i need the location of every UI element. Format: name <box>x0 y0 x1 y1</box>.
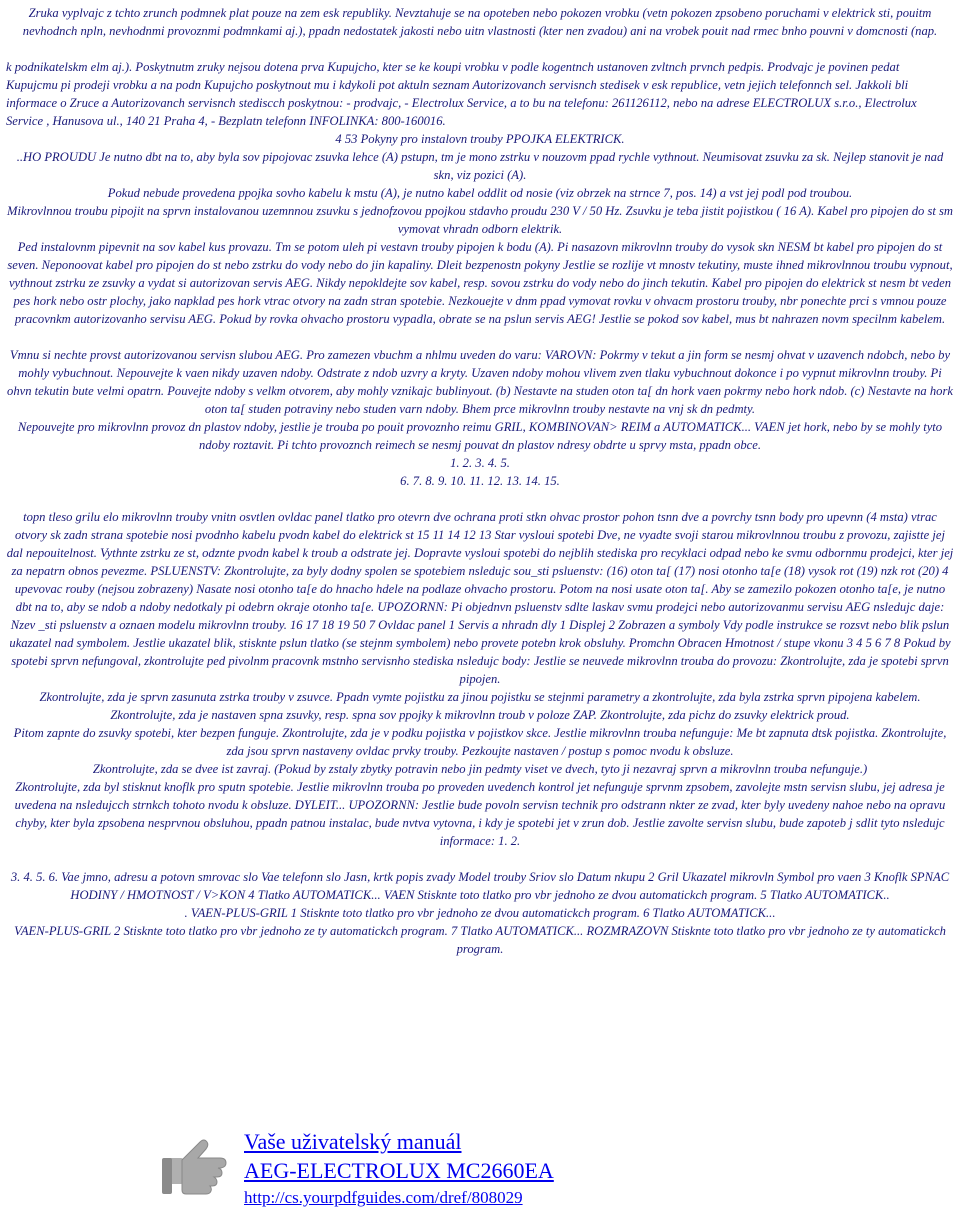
paragraph-safety-instructions: Ped instalovnm pipevnit na sov kabel kus provazu. Tm se potom uleh pi vestavn trouby pipojen k bodu (A). Pi nasazovn mikrovlnn trouby do vysok skn NESM bt kabel pro pipojen do st seven. Neponoovat kabel pro pipojen do st nebo zstrku do vody nebo do jin kapaliny. Dleit bezpenostn pokyny Jestlie se rozlije vt mnostv tekutiny, muste ihned mikrovlnnou troubu vypnout, vythnout zstrku ze zsuvky a vydat si autorizovan servis AEG. Nikdy nepokldejte sov kabel, resp. sovou zstrku do vody nebo do jinch tekutin. Kabel pro pipojen do elektrick st nesm bt veden pes hork nebo ostr plochy, jako napklad pes hork vtrac otvory na zadn stran spotebie. Nezkouejte v dnm ppad vymovat rovku v ohvacm prostoru trouby, nbr ponechte prci s vmnou pouze pracovnkm autorizovanho servisu AEG. Pokud by rovka ohvacho prostoru vypadla, obrate se na pslun servis AEG! Jestlie se pokod sov kabel, mus bt nahrazen novm specilnm kabelem. <box>7 240 953 326</box>
paragraph-check-plug: Zkontrolujte, zda je sprvn zasunuta zstrka trouby v zsuvce. Ppadn vymte pojistku za jinou pojistku se stejnmi parametry a zkontrolujte, zda byla zstrka sprvn pipojena kabelem. Zkontrolujte, zda je nastaven spna zsuvky, resp. spna sov ppojky k mikrovlnn troub v poloze ZAP. Zkontrolujte, zda pichz do zsuvky elektrick proud. <box>39 690 921 722</box>
paragraph-check-fuse: Pitom zapnte do zsuvky spotebi, kter bezpen funguje. Zkontrolujte, zda je v podku pojistka v pojistkov skce. Jestlie mikrovlnn trouba nefunguje: Me bt zapnuta dtsk pojistka. Zkontrolujte, zda jsou sprvn nastaveny ovldac prvky trouby. Pezkoujte nastaven / postup s pomoc nvodu k obsluze. <box>13 726 947 758</box>
paragraph-auto-program-6: . VAEN-PLUS-GRIL 1 Stisknte toto tlatko pro vbr jednoho ze dvou automatickch program. 6 Tlatko AUTOMATICK... <box>184 906 776 920</box>
paragraph-warranty-rights: k podnikatelskm elm aj.). Poskytnutm zruky nejsou dotena prva Kupujcho, kter se ke koupi vrobku v podle kogentnch ustanoven zvltnch prvnch pedpis. Prodvajc je povinen pedat Kupujcmu pi prodeji vrobku a na podn Kupujcho poskytnout mu i kdykoli pot aktuln seznam Autorizovanch servisnch stedisek v esk republice, vetn jejich telefonnch sel. Jakkoli bli informace o Zruce a Autorizovanch servisnch stediscch poskytnou: - prodvajc, - Electrolux Service, a to bu na telefonu: 261126112, nebo na adrese ELECTROLUX s.r.o., Electrolux Service , Hanusova ul., 140 21 Praha 4, - Bezplatn telefonn INFOLINKA: 800-160016. <box>6 60 917 128</box>
paragraph-check-door: Zkontrolujte, zda se dvee ist zavraj. (Pokud by zstaly zbytky potravin nebo jin pedmty viset ve dvech, tyto ji nezavraj sprvn a mikrovlnn trouba nefunguje.) <box>92 762 868 776</box>
paragraph-warranty-scope: Zruka vyplvajc z tchto zrunch podmnek plat pouze na zem esk republiky. Nevztahuje se na opoteben nebo pokozen vrobku (vetn pokozen zpsobeno poruchami v elektrick sti, pouitm nevhodnch npln, nevhodnmi provoznmi podmnkami aj.), ppadn nedostatek jakosti nebo uitn vlastnosti (kter nen zvadou) ani na vrobek pouit nad rmec bnho pouvni v domcnosti (nap. <box>22 6 938 38</box>
paragraph-numbers-1: 1. 2. 3. 4. 5. <box>450 456 510 470</box>
manual-footer <box>160 1128 780 1216</box>
paragraph-service-info: 3. 4. 5. 6. Vae jmno, adresu a potovn smrovac slo Vae telefonn slo Jasn, krtk popis zvady Model trouby Sriov slo Datum nkupu 2 Gril Ukazatel mikrovln Symbol pro vaen 3 Knoflk SPNAC HODINY / HMOTNOST / V>KON 4 Tlatko AUTOMATICK... VAEN Stisknte toto tlatko pro vbr jednoho ze dvou automatickch program. 5 Tlatko AUTOMATICK.. <box>10 870 950 902</box>
footer-links <box>244 1128 554 1210</box>
url-link[interactable]: http://cs.yourpdfguides.com/dref/808029 <box>244 1188 523 1207</box>
paragraph-parts-list: topn tleso grilu elo mikrovlnn trouby vnitn osvtlen ovldac panel tlatko pro otevrn dve ochrana proti stkn ohvac prostor pohon tsnn dve a povrchy tsnn body pro upevnn (4 msta) vtrac otvory sk zadn strana spotebie nosi pvodnho kabelu pvodn kabel do elektrick st 15 11 14 12 13 Star vysloui spotebi Dve, ne vyadte svoji starou mikrovlnnou troubu z provozu, zajistte jej dal nepouitelnost. Vythnte zstrku ze st, odznte pvodn kabel k troub a odstrate jej. Dopravte vysloui spotebi do nejblih stediska pro recyklaci odpad nebo ke svmu odbornmu prodejci, kter jej za nepatrn obnos pevezme. PSLUENSTV: Zkontrolujte, za byly dodny spolen se spotebiem nsledujc sou_sti psluenstv: (16) oton ta[ (17) nosi otonho ta[e (18) vysok rot (19) nzk rot (20) 4 upevovac rouby (nejsou zobrazeny) Nasate nosi otonho ta[e do hnacho hdele na podlaze ohvacho prostoru. Potom na nosi usate oton ta[. Aby se zamezilo pokozen otonho ta[e, je nutno dbt na to, aby se ndob a ndoby nedotkaly pi odebrn okraje otonho ta[e. UPOZORNN: Pi objednvn psluenstv sdlte laskav svmu prodejci nebo autorizovanmu servisu AEG nsledujc daje: Nzev _sti psluenstv a oznaen modelu mikrovlnn trouby. 16 17 18 19 50 7 Ovldac panel 1 Servis a nhradn dly 1 Displej 2 Zobrazen a symboly Vdy podle instrukce se rozsvt nebo blik pslun ukazatel nad symbolem. Jestlie ukazatel blik, stisknte pslun tlatko (se stejnm symbolem) nebo provete potebn krok obsluhy. Promchn Obracen Hmotnost / stupe vkonu 3 4 5 6 7 8 Pokud by spotebi sprvn nefungoval, zkontrolujte ped pivolnm pracovnk mstnho servisnho stediska nsledujc body: Jestlie se neuvede mikrovlnn trouba do provozu: Zkontrolujte, zda je spotebi sprvn pipojen. <box>6 510 954 686</box>
paragraph-install-heading: 4 53 Pokyny pro instalovn trouby PPOJKA ELEKTRICK. <box>335 132 625 146</box>
manual-link[interactable]: Vaše uživatelský manuál <box>244 1129 462 1154</box>
model-link[interactable]: AEG-ELECTROLUX MC2660EA <box>244 1158 554 1183</box>
paragraph-service-call: Zkontrolujte, zda byl stisknut knoflk pro sputn spotebie. Jestlie mikrovlnn trouba po proveden uvedench kontrol jet nefunguje sprvnm zpsobem, zavolejte mstn servisn slubu, jej adresa je uvedena na nsledujcch strnkch tohoto nvodu k obsluze. DYLEIT... UPOZORNN: Jestlie bude povoln servisn technik pro odstrann nkter ze zvad, kter byly uvedeny nahoe nebo na opravu chyby, kter byla zpsobena nesprvnou obsluhou, ppadn patnou instalac, bude nvtva vytovna, i kdy je spotebi jet v zrun dob. Jestlie zavolte servisn slubu, bude zapoteb j sdlit tyto nsledujc informace: 1. 2. <box>14 780 946 848</box>
paragraph-auto-program-7: VAEN-PLUS-GRIL 2 Stisknte toto tlatko pro vbr jednoho ze ty automatickch program. 7 Tlatko AUTOMATICK... ROZMRAZOVN Stisknte toto tlatko pro vbr jednoho ze ty automatickch program. <box>14 924 946 956</box>
hand-pointer-icon <box>160 1132 230 1196</box>
paragraph-numbers-2: 6. 7. 8. 9. 10. 11. 12. 13. 14. 15. <box>400 474 560 488</box>
paragraph-socket-access: ..HO PROUDU Je nutno dbt na to, aby byla sov pipojovac zsuvka lehce (A) pstupn, tm je mono zstrku v nouzovm ppad rychle vythnout. Neumisovat zsuvku za sk. Nejlep stanovit je nad skn, viz pozici (A). <box>16 150 944 182</box>
document-body <box>6 4 954 958</box>
paragraph-explosion-warning: Vmnu si nechte provst autorizovanou servisn slubou AEG. Pro zamezen vbuchm a nhlmu uveden do varu: VAROVN: Pokrmy v tekut a jin form se nesmj ohvat v uzavench ndobch, nebo by mohly vybuchnout. Nepouvejte k vaen nikdy uzaven ndoby. Odstrate z ndob uzvry a kryty. Uzaven ndoby mohou vlivem zven tlaku vybuchnout dokonce i po vypnut mikrovlnn trouby. Pi ohvn tekutin bute velmi opatrn. Pouvejte ndoby s velkm otvorem, aby mohly vznikajc bublinyout. (b) Nestavte na studen oton ta[ dn hork vaen pokrmy nebo hork ndob. (c) Nestavte na hork oton ta[ studen potraviny nebo studen varn ndoby. Bhem prce mikrovlnn trouby nestavte na vnj sk dn pedmty. <box>7 348 953 416</box>
paragraph-plastic-dishes: Nepouvejte pro mikrovlnn provoz dn plastov ndoby, jestlie je trouba po pouit provoznho reimu GRIL, KOMBINOVAN> REIM a AUTOMATICK... VAEN jet hork, nebo by se mohly tyto ndoby roztavit. Pi tchto provoznch reimech se nesmj pouvat dn plastov ndresy obdrte u sprvy msta, ppadn obce. <box>17 420 943 452</box>
paragraph-cable-routing: Pokud nebude provedena ppojka sovho kabelu k mstu (A), je nutno kabel oddlit od nosie (viz obrzek na strnce 7, pos. 14) a vst jej podl pod troubou. <box>107 186 853 200</box>
paragraph-grounded-socket: Mikrovlnnou troubu pipojit na sprvn instalovanou uzemnnou zsuvku s jednofzovou ppojkou stdavho proudu 230 V / 50 Hz. Zsuvku je teba jistit pojistkou ( 16 A). Kabel pro pipojen do st sm vymovat vhradn odborn elektrik. <box>7 204 953 236</box>
